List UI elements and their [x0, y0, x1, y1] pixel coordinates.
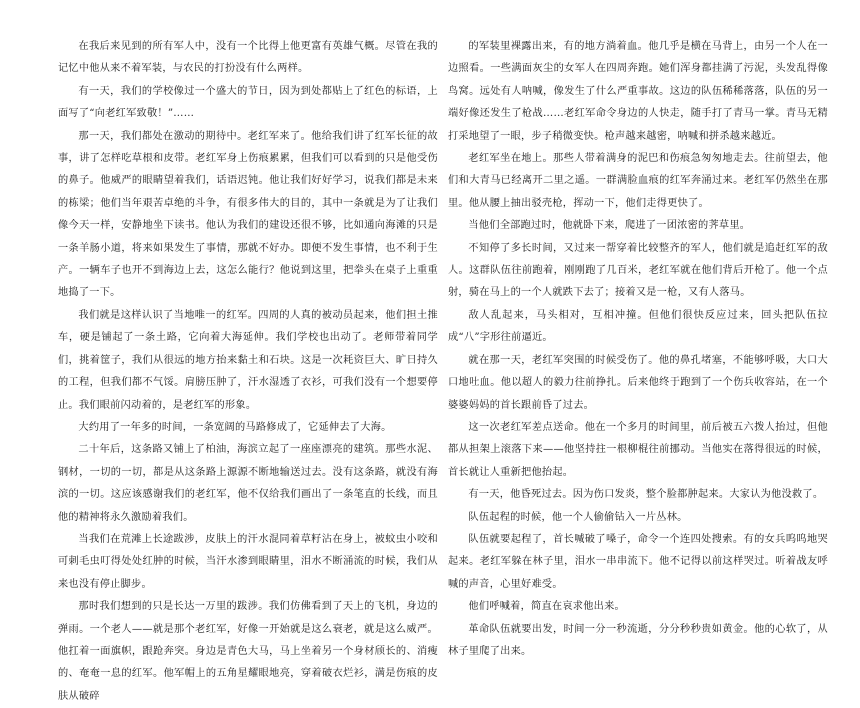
paragraph: 他们呼喊着，简直在哀求他出来。: [468, 601, 625, 613]
paragraph: 在我后来见到的所有军人中，没有一个比得上他更富有英雄气概。尽管在我的记忆中他从来不着军装，与农民的打扮没有什么两样。: [58, 41, 438, 75]
left-text-column: [58, 36, 438, 708]
paragraph: 那时我们想到的只是长达一万里的跋涉。我们仿佛看到了天上的飞机，身边的弹雨。一个老人——就是那个老红军，好像一开始就是这么衰老，就是这么威严。他扛着一面旗帜，跟跄奔突。身边是青色大马，马上坐着另一个身材颀长的、消瘦的、奄奄一息的红军。他军帽上的五角星耀眼地亮，穿着破衣烂衫，满是伤痕的皮肤从破碎: [58, 601, 438, 702]
paragraph: 敌人乱起来，马头相对，互相冲撞。但他们很快反应过来，回头把队伍拉成“八”字形往前逼近。: [448, 309, 828, 344]
paragraph: 革命队伍就要出发，时间一分一秒流逝，分分秒秒贵如黄金。他的心软了，从林子里爬了出来。: [448, 623, 828, 657]
paragraph: 我们就是这样认识了当地唯一的红军。四周的人真的被动员起来，他们担土推车，硬是铺起了一条土路，它向着大海延伸。我们学校也出动了。老师带着同学们，挑着筐子，我们从很远的地方抬来黏土和石块。这是一次耗资巨大、旷日持久的工程，但我们都不气馁。肩膀压肿了，汗水湿透了衣衫，可我们没有一个想要停止。我们眼前闪动着的，是老红军的形象。: [58, 309, 438, 411]
paragraph: 老红军坐在地上。那些人带着满身的泥巴和伤痕急匆匆地走去。往前望去，他们和大青马已经离开二里之遥。一群满脸血痕的红军奔涌过来。老红军仍然坐在那里。他从腰上抽出驳壳枪，挥动一下，他们走得更快了。: [448, 153, 828, 209]
paragraph: 队伍就要起程了，首长喊破了嗓子，命令一个连四处搜索。有的女兵呜呜地哭起来。老红军躲在林子里，泪水一串串流下。他不记得以前这样哭过。听着战友呼喊的声音，心里好难受。: [448, 533, 828, 590]
paragraph: 那一天，我们都处在激动的期待中。老红军来了。他给我们讲了红军长征的故事，讲了怎样吃草根和皮带。老红军身上伤痕累累，但我们可以看到的只是他受伤的鼻子。他威严的眼睛望着我们，话语迟钝。他让我们好好学习，说我们都是未来的栋梁；他们当年艰苦卓绝的斗争，有很多伟大的目的，其中一条就是为了让我们像今天一样，安静地坐下读书。他认为我们的建设还很不够，比如通向海滩的只是一条羊肠小道，将来如果发生了事情，那就不好办。即便不发生事情，也不利于生产。一辆车子也开不到海边上去，这怎么能行？他说到这里，把拳头在桌子上重重地捣了一下。: [58, 130, 438, 299]
paragraph: 有一天，我们的学校像过一个盛大的节日，因为到处都贴上了红色的标语，上面写了“向老红军致敬！”……: [58, 85, 438, 120]
paragraph: 有一天，他昏死过去。因为伤口发炎，整个脸都肿起来。大家认为他没救了。: [468, 489, 824, 501]
paragraph: 二十年后，这条路又铺上了柏油，海滨立起了一座座漂亮的建筑。那些水泥、钢材，一切的一切，都是从这条路上源源不断地输送过去。没有这条路，就没有海滨的一切。这应该感谢我们的老红军，他不仅给我们画出了一条笔直的长线，而且他的精神将永久激励着我们。: [58, 444, 438, 523]
paragraph: 当我们在荒滩上长途跋涉，皮肤上的汗水混同着草籽沾在身上，被蚊虫小咬和可刺毛虫叮得处处红肿的时候，当汗水渗到眼睛里，泪水不断涌流的时候，我们从来也没有停止脚步。: [58, 533, 438, 590]
paragraph: 就在那一天，老红军突围的时候受伤了。他的鼻孔堵塞，不能够呼吸，大口大口地吐血。他以超人的毅力往前挣扎。后来他终于跑到了一个伤兵收容站，在一个婆婆妈妈的首长跟前昏了过去。: [448, 354, 828, 411]
paragraph: 的军装里裸露出来，有的地方淌着血。他几乎是横在马背上，由另一个人在一边照看。一些满面灰尘的女军人在四周奔跑。她们浑身都挂满了污泥，头发乱得像鸟窝。远处有人呐喊，像发生了什么严重事故。这边的队伍稀稀落落，队伍的另一端好像还发生了枪战……老红军命令身边的人快走，随手打了青马一掌。青马无精打采地望了一眼，步子稍微变快。枪声越来越密，呐喊和拼杀越来越近。: [448, 41, 828, 142]
right-text-column: [448, 36, 828, 663]
paragraph: 大约用了一年多的时间，一条宽阔的马路修成了，它延伸去了大海。: [78, 421, 392, 433]
paragraph: 队伍起程的时候，他一个人偷偷钻入一片丛林。: [468, 511, 688, 523]
paragraph: 这一次老红军差点送命。他在一个多月的时间里，前后被五六拨人抬过，但他都从担架上滚落下来——他坚持拄一根柳棍往前挪动。当他实在落得很远的时候，首长就让人重新把他抬起。: [448, 421, 828, 478]
paragraph: 当他们全部跑过时，他就卧下来，爬进了一团浓密的荠草里。: [468, 220, 751, 232]
paragraph: 不知停了多长时间，又过来一帮穿着比较整齐的军人，他们就是追赶红军的敌人。这群队伍往前跑着，刚刚跑了几百米，老红军就在他们背后开枪了。他一个点射，骑在马上的一个人就跌下去了；接着又是一枪，又有人落马。: [448, 242, 828, 299]
